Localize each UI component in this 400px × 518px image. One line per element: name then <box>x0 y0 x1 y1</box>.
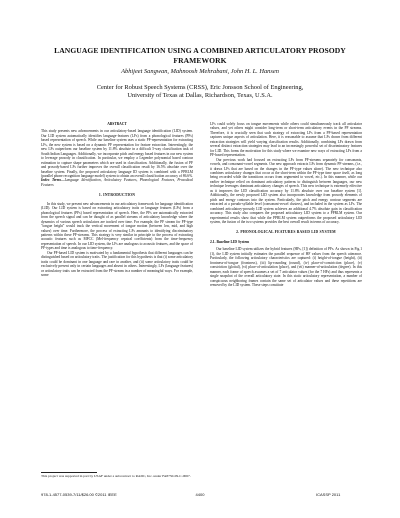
title-line-2: FRAMEWORK <box>173 56 227 65</box>
left-column <box>41 122 193 278</box>
index-terms-label: Index Terms— <box>41 178 65 183</box>
abstract-heading: ABSTRACT <box>107 122 127 126</box>
index-terms <box>41 178 193 187</box>
baseline-paragraph: Our baseline LID system utilizes the hybrid features (HFs, [1]) definition of PFs. As shown in Fig.1 (1), the LID system initially estimates the parallel sequence of HF values from the speech utterance. Particularly, the following articulatory characteristics are captured: (i) height-of-tongue (height), (ii) frontness-of-tongue (frontness), (iii) lip-rounding (round), (iv) place-of-constriction (place), (v) constriction (glottal), (vi) place-of-articulation (place), and (vii) manner-of-articulation (degree). In this manner, each frame of speech assumes a set of 7 articulator values (for the 7 HFs) and thus represents a single snapshot of the overall articulatory state. In this static articulatory representation, a number of conspicuous neighboring frames contain the same set of articulator values and these repetitions are removed by the LID system. These steps constitute <box>210 247 362 287</box>
intro-paragraph-1: In this study, we present new advancements in our articulatory framework for language identification (LID). Our LID system is based on extracting articulatory traits or language features (LFs) from a phonological features (PFs) based representation of speech. Here, the PFs are automatically extracted from the speech signal and can be thought of as parallel streams of articulatory knowledge where the dynamics of various speech articulators are tracked over time. For example, the PF stream for PF-type "tongue height" would track the vertical movement of tongue motion (between low, mid, and high values) over time. Furthermore, the process of extracting LFs amounts to identifying discriminatory patterns within these PF-streams. This strategy is very similar in principle to the process of extracting acoustic features such as MFCC (Mel-frequency cepstral coefficients) from the time-frequency representation of speech. In our LID system, the LFs are analogous to acoustic features, and the space of PF-types and time is analogous to time-frequency. <box>41 201 193 251</box>
author-list: Abhijeet Sangwan, Mahnoosh Mehrabani, John H. L. Hansen <box>121 68 279 75</box>
intro-paragraph-2: Our PF-based LID system is motivated by a fundamental hypothesis that different languages can be distinguished based on articulatory traits. The justification for this hypothesis is that (i) some articulatory traits could be dominant in one language and rare in another, and (ii) some articulatory traits could be exclusively present only in certain languages and absent in others. Interestingly, LFs (language features) or articulatory traits can be extracted from the PF-stream in a number of meaningful ways. For example, some <box>41 250 193 278</box>
intro-paragraph-4: Our previous work had focused on extracting LFs from PF-streams separately for consonants, vowels, and consonant-vowel segments. Our new approach extracts LFs from dynamic PF-streams, (i.e., it draws LFs that are based on the changes in the PF-type values alone). The new technique also combines articulatory changes that occur at the short-term within the PF-type time space itself, as long being recorded while the transitions occurs from segmented to vowel, etc.). In this manner, while our earlier technique relied on dominant articulatory patterns to distinguish between languages, our new technique leverages dominant articulatory changes of speech. This new technique is extremely effective as it improves the LID classification accuracy by 11.8% absolute over our baseline system [1]. Additionally, the newly proposed LID system also incorporates knowledge from prosody elements of pitch and energy contours into the system. Particularly, the pitch and energy contour segments are extracted at a pseudo-syllable level (consonant-vowel clusters), and included in the system as LFs. The combined articulatory-prosody LID system achieves an additional 4.7% absolute gain in classification accuracy. This study also compares the proposed articulatory LID system to a PPRLM system. Our experimental results show that while the PPRLM system outperforms the proposed articulatory LID system, the fusion of the two systems provides the best overall result in terms of accuracy. <box>210 157 362 224</box>
index-terms-text: Language Identification, Articulatory Features, Phonological Features, Prosodical Features <box>41 178 194 187</box>
right-column <box>210 122 362 287</box>
title-line-1: LANGUAGE IDENTIFICATION USING A COMBINED ARTICULATORY PROSODY <box>54 46 346 55</box>
footnote-rule <box>41 472 97 473</box>
intro-paragraph-3: LFs could solely focus on tongue movements while others could simultaneously track all articulator values, and yet others might consider long-term or short-term articulatory events in the PF streams. Therefore, it is crucially seen that such strategy of extracting LFs from a PF-based representation captures unique aspects of articulation. Here, it is reasonable to assume that LFs drawn from different extraction strategies will yield varying classification results. Additionally, combining LFs drawn from several distinct extraction strategies may lead to an increasingly powerful set of discriminatory features for LID. This forms the motivation for this study where we examine new ways of extracting LFs from a PF-based representation. <box>210 122 362 158</box>
affiliation-line-2: University of Texas at Dallas, Richardson, Texas, U.S.A. <box>127 92 273 99</box>
section-1-heading: 1. INTRODUCTION <box>98 193 136 198</box>
footnote: This project was supported in part by USAF under a subcontract to RADC, Inc. under FA8750-09-C-0067. <box>41 474 191 478</box>
section-2-heading: 2. PHONOLOGICAL FEATURES BASED LID SYSTEM <box>236 230 336 235</box>
abstract-text: This study presents new advancements in our articulatory-based language identification (LID) system. Our LID system automatically identifies language-features (LFs) from a phonological features (PFs) based representation of speech. While our baseline system uses a static PF-representation for extracting LFs, the new system is based on a dynamic PF representation for feature extraction. Interestingly, the new LFs outperform our baseline system by 11.8% absolute in a difficult 5-way classification task of South Indian Languages. Additionally, we incorporate pitch and energy based features in our new system to leverage prosody in classification. In particular, we employ a Legendre polynomial based contour estimation to capture shape parameters which are used in classification. Additionally, the fusion of PF and prosody-based LFs further improves the overall classification result by 16.5% absolute over the baseline system. Finally, the proposed articulatory language ID system is combined with a PPRLM (parallel phone recognition language model) system to obtain an overall classification accuracy of 86.6%. <box>41 129 193 178</box>
footer-isbn: 978-1-4577-0539-7/11/$26.00 ©2011 IEEE <box>41 492 117 497</box>
footer-page-number: 4400 <box>195 492 205 497</box>
affiliation-line-1: Center for Robust Speech Systems (CRSS), Eric Jonsson School of Engineering, <box>96 84 304 91</box>
footer-conference: ICASSP 2011 <box>316 492 341 497</box>
affiliation <box>40 84 360 100</box>
subsection-2-1-heading: 2.1. Baseline LID System <box>210 239 250 244</box>
paper-title <box>40 46 360 66</box>
